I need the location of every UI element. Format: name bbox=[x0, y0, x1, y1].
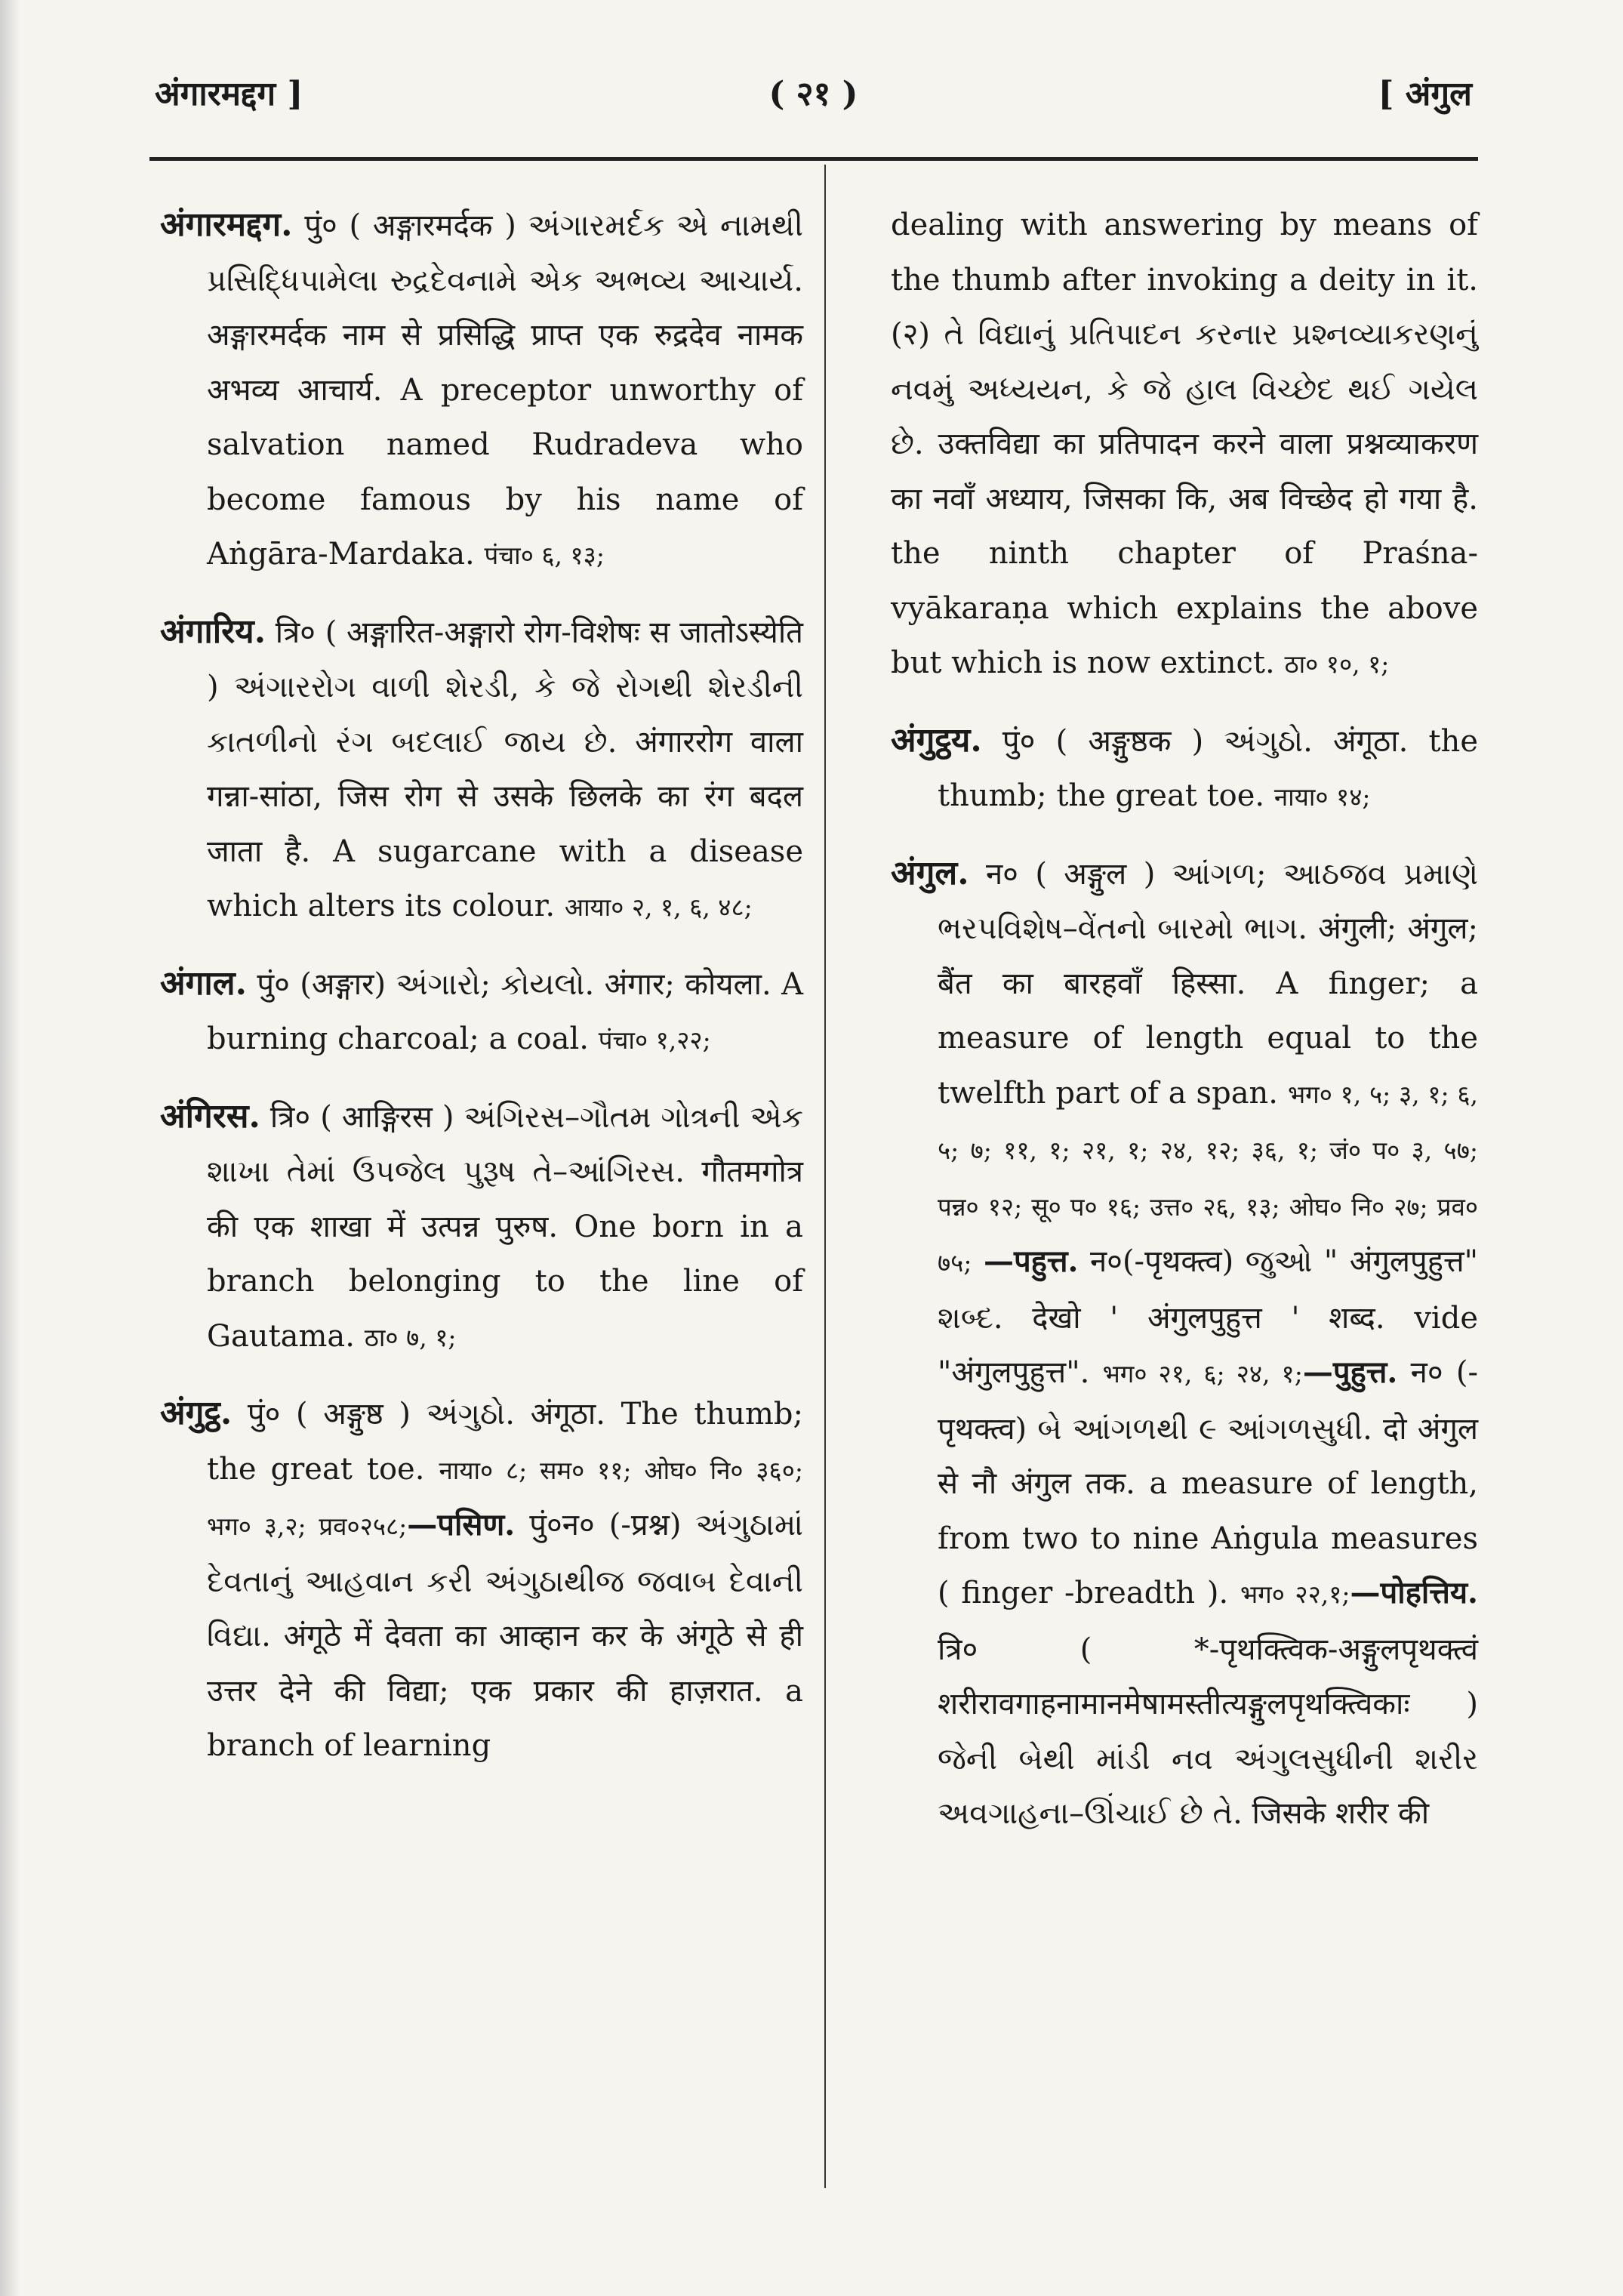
reference: पंचा० १,२२; bbox=[598, 1025, 711, 1055]
left-column bbox=[160, 198, 803, 1795]
headword: अंगुट्ठय. bbox=[891, 720, 982, 760]
sub-definition: पुं०न० (-प्रश्न) અંગુઠામાં દેવતાનું આહવાન કરી અંગુઠાથીજ જવાબ દેવાની વિદ્યા. अंगूठे में देवता का आव्हान कर के अंगूठे से ही उत्तर देने की विद्या; एक प्रकार की हाज़रात. a branch of learning bbox=[207, 1508, 803, 1763]
headword: अंगारमद्दग. bbox=[160, 205, 293, 244]
definition: न० ( अङ्गुल ) આંગળ; આઠજવ પ્રમાણે ભરપવિશેષ–વેંતનો બારમો ભાગ. अंगुली; अंगुल; बैंत का बारहवाँ हिस्सा. A finger; a measure of length equal to the twelfth part of a span. bbox=[938, 856, 1478, 1111]
definition: पुं० ( अङ्गुष्ठ ) અંગુઠો. अंगूठा. The thumb; the great toe. bbox=[207, 1397, 804, 1487]
reference: भग० २१, ६; २४, १; bbox=[1102, 1359, 1303, 1388]
column-divider bbox=[824, 165, 826, 2188]
page-edge-shadow bbox=[0, 0, 20, 2296]
sub-headword-puhutta: —पुहुत्त. bbox=[1302, 1354, 1398, 1390]
entry-continuation bbox=[891, 198, 1478, 692]
reference: ठा० १०, १; bbox=[1284, 649, 1390, 679]
entry-angala bbox=[160, 957, 803, 1068]
header-rule bbox=[149, 157, 1478, 161]
headword: अंगुल. bbox=[891, 853, 969, 892]
headword: अंगिरस. bbox=[160, 1096, 260, 1136]
sub-definition: न० (-पृथक्त्व) બે આંગળથી ૯ આંગળસુધી. दो अंगुल से नौ अंगुल तक. a measure of length, from two to nine Aṅgula measures ( finger -breadth ). bbox=[938, 1355, 1479, 1610]
sub-headword: —पसिण. bbox=[407, 1507, 516, 1542]
page-number: ( २१ ) bbox=[768, 75, 858, 113]
reference: नाया० ८; सम० ११; ओघ० नि० ३६०; भग० ३,२; प्रव०२५८; bbox=[207, 1455, 803, 1541]
right-column bbox=[891, 198, 1478, 1863]
sub-headword-pahutta: —पहुत्त. bbox=[983, 1244, 1079, 1279]
definition: पुं० ( अङ्गुष्ठक ) અંગુઠો. अंगूठा. the thumb; the great toe. bbox=[938, 723, 1478, 813]
sub-headword-pohattiya: —पोहत्तिय. bbox=[1350, 1575, 1478, 1610]
reference: पंचा० ६, १३; bbox=[484, 541, 605, 570]
definition: त्रि० ( अङ्गारित-अङ्गारो रोग-विशेषः स जातोऽस्येति ) અંગારરોગ વાળી શેરડી, કે જે રોગથી શેરડીની કાતળીનો રંગ બદલાઈ જાય છે. अंगाररोग वाला गन्ना-सांठा, जिस रोग से उसके छिलके का रंग बदल जाता है. A sugarcane with a disease which alters its colour. bbox=[207, 615, 803, 923]
continued-definition: dealing with answering by means of the thumb after invoking a deity in it. (२) તે વિદ્યાનું પ્રતિપાદન કરનાર પ્રશ્નવ્યાકરણનું નવમું અધ્યયન, કે જે હાલ વિચ્છેદ થઈ ગયેલ છે. उक्तविद्या का प्रतिपादन करने वाला प्रश्नव्याकरण का नवाँ अध्याय, जिसका कि, अब विच्छेद हो गया है. the ninth chapter of Praśna-vyākaraṇa which explains the above but which is now extinct. bbox=[891, 208, 1478, 680]
definition: पुं० (अङ्गार) અંગારો; કોયલો. अंगार; कोयला. A burning charcoal; a coal. bbox=[207, 966, 803, 1056]
reference: आया० २, १, ६, ४८; bbox=[564, 892, 753, 922]
entry-angariya bbox=[160, 605, 803, 935]
sub-definition: त्रि० ( *-पृथक्त्विक-अङ्गुलपृथक्त्वं शरीरावगाहनामानमेषामस्तीत्यङ्गुलपृथक्त्विकाः ) જેની બેથી માંડી નવ અંગુલસુધીની શરીર અવગાહના–ઊંચાઈ છે તે. जिसके शरीर की bbox=[938, 1632, 1478, 1831]
running-header bbox=[155, 69, 1472, 122]
headword: अंगारिय. bbox=[160, 612, 266, 651]
entry-angutttha bbox=[160, 1386, 803, 1774]
header-left-guideword: अंगारमद्दग ] bbox=[155, 75, 303, 113]
definition: पुं० ( अङ्गारमर्दक ) અંગારમર્દક એ નામથી પ્રસિદ્ધિપામેલા રુદ્રદેવનામે એક અભવ્ય આચાર્ય. अङ्गारमर्दक नाम से प्रसिद्धि प्राप्त एक रुद्रदेव नामक अभव्य आचार्य. A preceptor unworthy of salvation named Rudradeva who become famous by his name of Aṅgāra-Mardaka. bbox=[207, 208, 803, 572]
headword: अंगुट्ठ. bbox=[160, 1394, 233, 1432]
sub-definition: न०(-पृथक्त्व) જુઓ " अंगुलपुहुत्त" શબ્દ. देखो ' अंगुलपुहुत्त ' शब्द. vide "अंगुलपुहुत्त". bbox=[938, 1244, 1478, 1390]
reference: भग० २२,१; bbox=[1240, 1579, 1350, 1609]
reference: भग० १, ५; ३, १; ६, ५; ७; ११, १; २१, १; २४, १२; ३६, १; जं० प० ३, ५७; पन्न० १२; सू० प० १६; उत्त० २६, १३; ओघ० नि० २७; प्रव० ७५; bbox=[938, 1079, 1479, 1277]
definition: त्रि० ( आङ्गिरस ) અંગિરસ–ગૌતમ ગોત્રની એક શાખા તેમાં ઉપજેલ પુરૂષ તે–આંગિરસ. गौतमगोत्र की एक शाखा में उत्पन्न पुरुष. One born in a branch belonging to the line of Gautama. bbox=[207, 1099, 803, 1354]
entry-angirasa bbox=[160, 1089, 803, 1366]
reference: ठा० ७, १; bbox=[364, 1322, 457, 1352]
entry-anguttthaya bbox=[891, 713, 1478, 825]
reference: नाया० १४; bbox=[1273, 782, 1371, 812]
entry-angaramaddaga bbox=[160, 198, 803, 584]
header-right-guideword: [ अंगुल bbox=[1378, 75, 1472, 113]
headword: अंगाल. bbox=[160, 963, 247, 1003]
entry-angula bbox=[891, 846, 1478, 1841]
